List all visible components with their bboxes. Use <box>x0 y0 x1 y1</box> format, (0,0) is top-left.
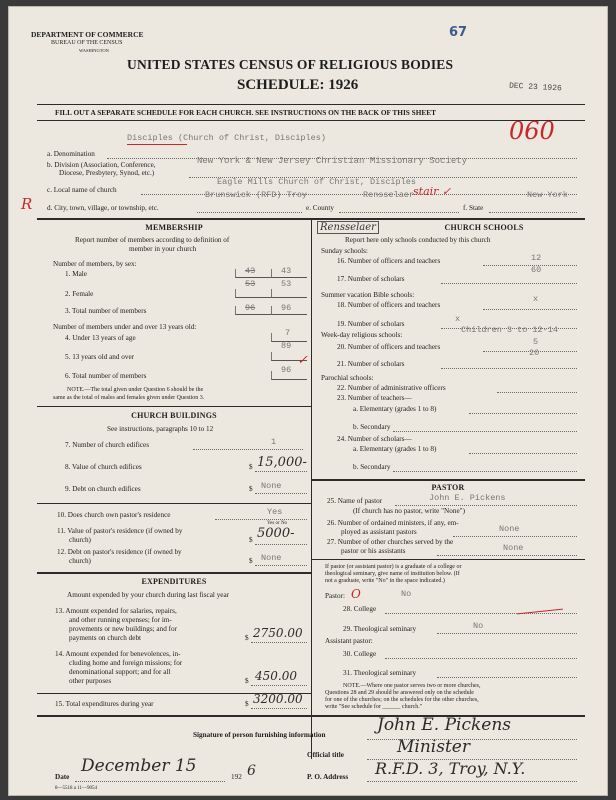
membership-heading: MEMBERSHIP <box>145 223 203 232</box>
form-number: 67 <box>449 25 468 40</box>
q12-value: None <box>261 553 282 563</box>
division-label-cont: Diocese, Presbytery, Synod, etc.) <box>59 169 155 177</box>
sunday-schools-label: Sunday schools: <box>321 247 368 255</box>
q12-label-1: 12. Debt on pastor's residence (if owned by <box>57 548 182 556</box>
q27-value: None <box>503 543 524 553</box>
by-sex-label: Number of members, by sex: <box>53 260 137 268</box>
buildings-heading: CHURCH BUILDINGS <box>131 411 217 420</box>
q1-value: 43 <box>281 266 292 276</box>
yes-no-hint: Yes or No <box>267 521 288 526</box>
q20-value: 5 <box>533 337 539 347</box>
q16-value: 12 <box>531 253 542 263</box>
q15-dollar: $ <box>245 700 249 708</box>
q9-value: None <box>261 481 282 491</box>
q12-label-2: church) <box>69 557 91 565</box>
county-red-correction: stair ✓ <box>413 185 452 198</box>
department-label: DEPARTMENT OF COMMERCE <box>31 30 144 39</box>
q13-label-3: provements or new buildings; and for <box>69 625 177 633</box>
date-label: Date <box>55 773 70 781</box>
buildings-subtitle: See instructions, paragraphs 10 to 12 <box>107 425 214 433</box>
graduate-note-2: theological seminary, give name of institution below. (If <box>325 571 460 577</box>
q24b-label: b. Secondary <box>353 463 391 471</box>
instructions-line: FILL OUT A SEPARATE SCHEDULE FOR EACH CHURCH. SEE INSTRUCTIONS ON THE BACK OF THIS SHEET <box>55 108 437 117</box>
official-title-value: Minister <box>397 737 470 757</box>
q13-label-2: and other running expenses; for im- <box>69 616 172 624</box>
q19-label: 19. Number of scholars <box>337 320 405 328</box>
parochial-schools-label: Parochial schools: <box>321 374 374 382</box>
q12-dollar: $ <box>249 557 253 565</box>
q2-female-label: 2. Female <box>65 290 94 298</box>
red-r-mark: R <box>21 195 33 213</box>
q13-dollar: $ <box>245 634 249 642</box>
weekday-note: Children 3 to 12-14 <box>461 325 558 335</box>
pastor-note-4: write "See schedule for ______ church." <box>325 704 423 710</box>
schools-intro: Report here only schools conducted by this church <box>345 236 491 244</box>
q9-debt-label: 9. Debt on church edifices <box>65 485 141 493</box>
assistant-pastor-label: Assistant pastor: <box>325 637 373 645</box>
q25-label: 25. Name of pastor <box>327 497 383 505</box>
q7-value: 1 <box>271 437 277 447</box>
q30-college-label: 30. College <box>343 650 377 658</box>
membership-note-2: same as the total of males and females given under Question 3. <box>53 395 205 401</box>
q16-label: 16. Number of officers and teachers <box>337 257 441 265</box>
q3-total-label: 3. Total number of members <box>65 307 147 315</box>
pastor-label: Pastor: <box>325 592 345 600</box>
q6-total-label: 6. Total number of members <box>65 372 147 380</box>
q1-male-label: 1. Male <box>65 270 87 278</box>
q27-label-2: pastor or his assistants <box>341 547 406 555</box>
age-intro-label: Number of members under and over 13 years old: <box>53 323 197 331</box>
pastor-note-3: for one of the churches; on the schedules for the other churches, <box>325 697 479 703</box>
q17-value: 60 <box>531 265 542 275</box>
q6-value: 96 <box>281 365 292 375</box>
q25-value: John E. Pickens <box>429 493 506 503</box>
state-value: New York <box>527 190 568 200</box>
local-name-label: c. Local name of church <box>47 186 117 194</box>
schools-heading: CHURCH SCHOOLS <box>444 223 524 232</box>
q20-label: 20. Number of officers and teachers <box>337 343 441 351</box>
q2-value-struck: 53 <box>245 279 256 289</box>
q10-residence-label: 10. Does church own pastor's residence <box>57 511 171 519</box>
q6-red-check: ✓ <box>297 353 308 368</box>
q5-value: 89 <box>281 341 292 351</box>
city-town-label: d. City, town, village, or township, etc. <box>47 204 159 212</box>
city-label: WASHINGTON <box>79 48 109 53</box>
q11-value: 5000- <box>257 526 295 541</box>
vacation-schools-label: Summer vacation Bible schools: <box>321 291 415 299</box>
expenditures-subtitle: Amount expended by your church during last fiscal year <box>67 591 230 599</box>
expenditures-heading: EXPENDITURES <box>141 577 207 586</box>
q14-label-4: other purposes <box>69 677 112 685</box>
q21-label: 21. Number of scholars <box>337 360 405 368</box>
schedule-year: SCHEDULE: 1926 <box>237 77 359 93</box>
q25-note: (If church has no pastor, write "None") <box>353 507 465 515</box>
membership-note-1: NOTE.—The total given under Question 6 should be the <box>67 387 204 393</box>
pastor-red-mark: O <box>351 587 361 601</box>
q29-seminary-label: 29. Theological seminary <box>343 625 417 633</box>
signature-value: John E. Pickens <box>377 715 511 735</box>
q17-label: 17. Number of scholars <box>337 275 405 283</box>
q19-value: x <box>455 314 461 324</box>
graduate-note-3: not a graduate, write "No" in the space indicated.) <box>325 578 445 584</box>
pastor-heading: PASTOR <box>431 483 465 492</box>
q26-value: None <box>499 524 520 534</box>
form-codes: 8—5518 a 11—9054 <box>55 786 98 791</box>
year-prefix: 192 <box>231 773 242 781</box>
q5-over13-label: 5. 13 years old and over <box>65 353 135 361</box>
denomination-label: a. Denomination <box>47 150 95 158</box>
q23a-label: a. Elementary (grades 1 to 8) <box>353 405 437 413</box>
county-value: Rensselaer <box>363 190 415 200</box>
red-code-mark: 060 <box>509 117 555 145</box>
local-name-value: Eagle Mills Church of Christ, Disciples <box>217 177 416 187</box>
po-address-value: R.F.D. 3, Troy, N.Y. <box>375 759 526 778</box>
q11-dollar: $ <box>249 536 253 544</box>
membership-intro-2: member in your church <box>129 245 197 253</box>
membership-intro-1: Report number of members according to definition of <box>75 236 230 244</box>
city-town-value: Brunswick (RFD) Troy <box>205 190 308 200</box>
q3-value-struck: 96 <box>245 303 256 313</box>
county-handwritten-correction: Rensselaer <box>317 221 379 234</box>
pastor-note-1: NOTE.—Where one pastor serves two or more churches, <box>343 683 481 689</box>
signature-label: Signature of person furnishing information <box>193 731 326 739</box>
q18-label: 18. Number of officers and teachers <box>337 301 441 309</box>
q1-value-struck: 43 <box>245 266 256 276</box>
year-suffix: 6 <box>247 763 256 779</box>
q15-value: 3200.00 <box>253 692 303 706</box>
q31-seminary-label: 31. Theological seminary <box>343 669 417 677</box>
q26-label-1: 26. Number of ordained ministers, if any, em- <box>327 519 459 527</box>
q8-dollar: $ <box>249 463 253 471</box>
q28-college-label: 28. College <box>343 605 377 613</box>
q11-label-1: 11. Value of pastor's residence (if owned by <box>57 527 183 535</box>
q14-dollar: $ <box>245 677 249 685</box>
q4-under13-label: 4. Under 13 years of age <box>65 334 136 342</box>
q14-label-3: denominational support; and for all <box>69 668 171 676</box>
q13-value: 2750.00 <box>253 626 303 640</box>
q15-total-label: 15. Total expenditures during year <box>55 700 154 708</box>
state-label: f. State <box>463 204 484 212</box>
official-title-label: Official title <box>307 751 344 759</box>
q13-label-1: 13. Amount expended for salaries, repairs, <box>55 607 177 615</box>
q11-label-2: church) <box>69 536 91 544</box>
q27-label-1: 27. Number of other churches served by the <box>327 538 454 546</box>
q13-label-4: payments on church debt <box>69 634 142 642</box>
q29-value: No <box>473 621 484 631</box>
q3-value: 96 <box>281 303 292 313</box>
q14-label-1: 14. Amount expended for benevolences, in- <box>55 650 181 658</box>
q14-label-2: cluding home and foreign missions; for <box>69 659 183 667</box>
q22-label: 22. Number of administrative officers <box>337 384 446 392</box>
q23-label: 23. Number of teachers— <box>337 394 412 402</box>
q8-value-label: 8. Value of church edifices <box>65 463 142 471</box>
q14-value: 450.00 <box>255 669 297 683</box>
date-value: December 15 <box>81 756 197 776</box>
q18-value: x <box>533 294 539 304</box>
denomination-value: Disciples (Church of Christ, Disciples) <box>127 133 326 143</box>
document-title: UNITED STATES CENSUS OF RELIGIOUS BODIES <box>127 57 454 72</box>
q10-value: Yes <box>267 507 283 517</box>
received-date-stamp: DEC 23 1926 <box>508 81 563 94</box>
po-address-label: P. O. Address <box>307 773 349 781</box>
weekday-schools-label: Week-day religious schools: <box>321 331 403 339</box>
q2-value: 53 <box>281 279 292 289</box>
q26-label-2: ployed as assistant pastors <box>341 528 417 536</box>
q21-value: 20 <box>529 348 540 358</box>
q23b-label: b. Secondary <box>353 423 391 431</box>
q4-value: 7 <box>285 328 291 338</box>
q24a-label: a. Elementary (grades 1 to 8) <box>353 445 437 453</box>
bureau-label: BUREAU OF THE CENSUS <box>51 40 123 46</box>
pastor-note-2: Questions 28 and 29 should be answered only on the schedule <box>325 690 474 696</box>
q7-edifices-label: 7. Number of church edifices <box>65 441 150 449</box>
census-schedule-sheet <box>8 6 608 796</box>
q9-dollar: $ <box>249 485 253 493</box>
county-label: e. County <box>306 204 334 212</box>
graduate-note-1: If pastor (or assistant pastor) is a graduate of a college or <box>325 564 462 570</box>
q24-label: 24. Number of scholars— <box>337 435 412 443</box>
q8-value: 15,000- <box>257 455 307 470</box>
pastor-value: No <box>401 589 412 599</box>
division-value: New York & New Jersey Christian Missionary Society <box>197 156 468 166</box>
division-label: b. Division (Association, Conference, <box>47 161 156 169</box>
